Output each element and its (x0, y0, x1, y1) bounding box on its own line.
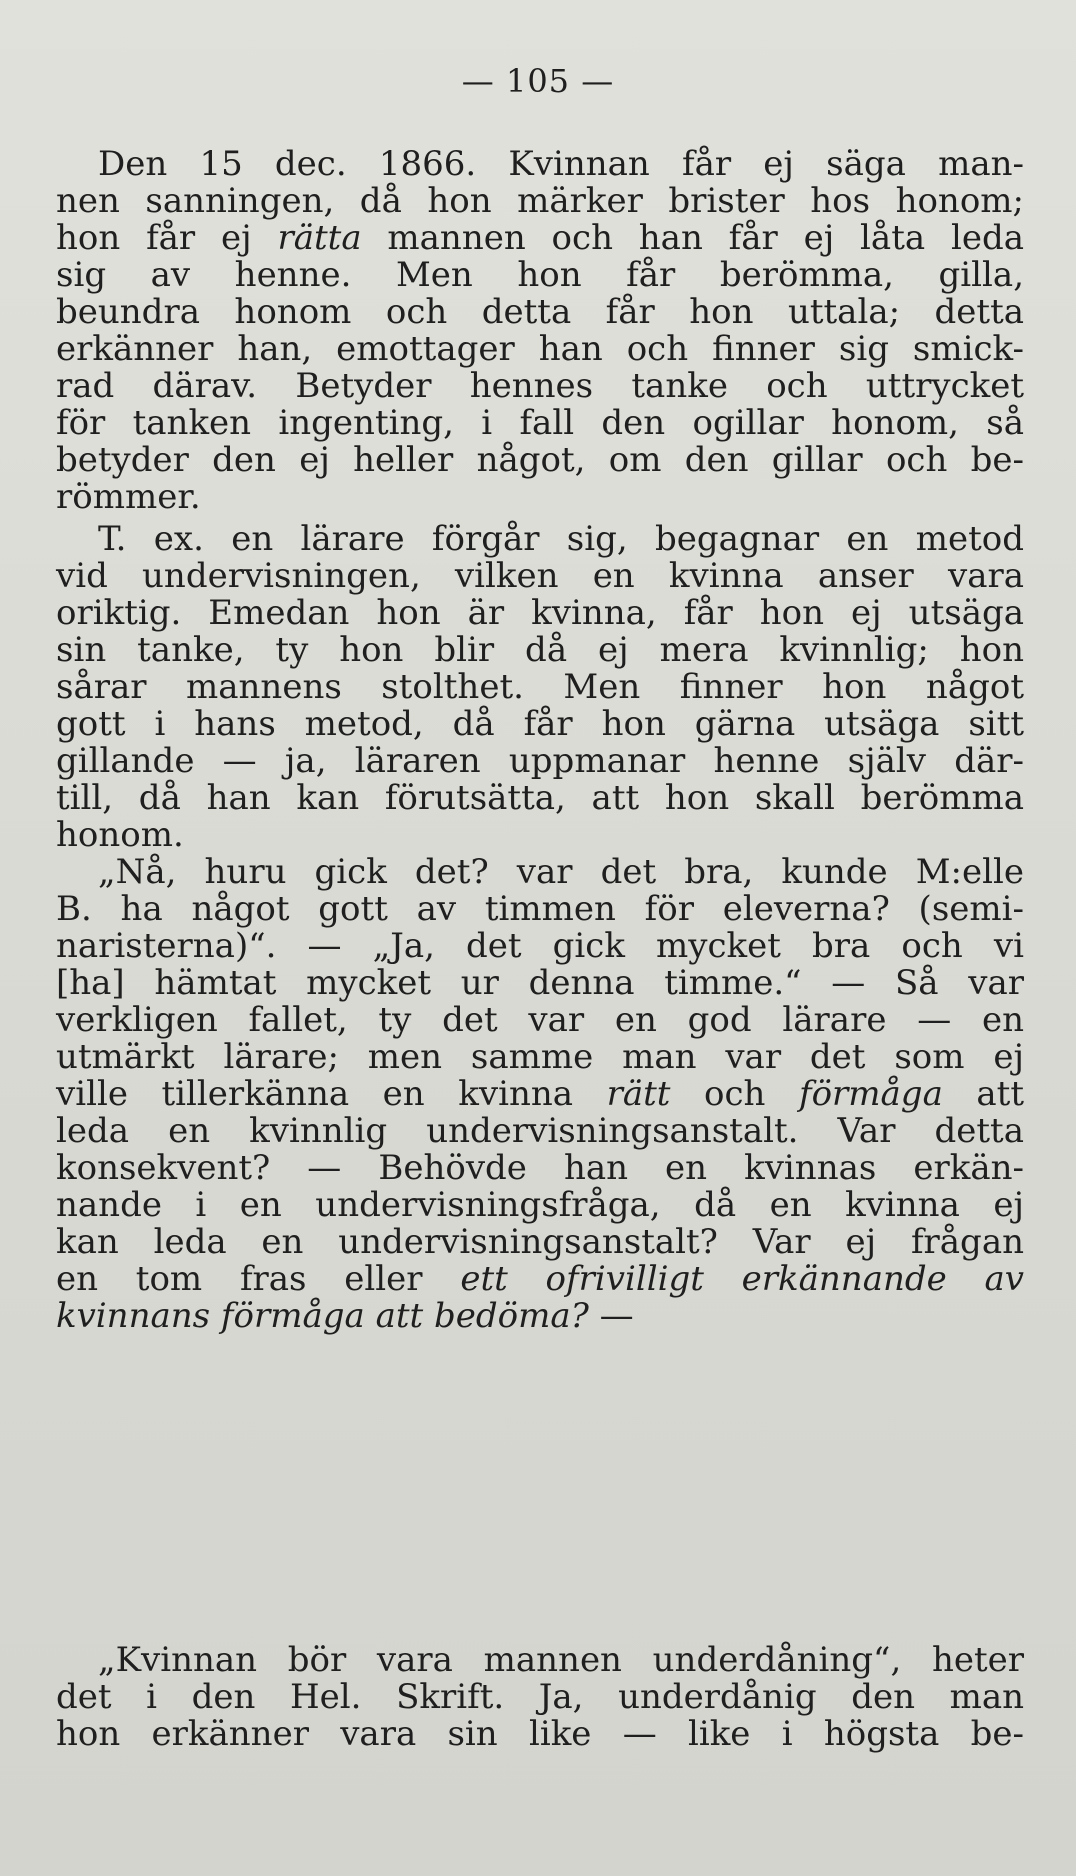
text-run: vid undervisningen, vilken en kvinna anser vara (56, 556, 1024, 596)
text-run: römmer. (56, 477, 201, 517)
text-run: oriktig. Emedan hon är kvinna, får hon ej utsäga (56, 593, 1024, 633)
text-run: nen sanningen, då hon märker brister hos honom; (56, 181, 1024, 221)
text-line (56, 1712, 1024, 1756)
text-run: sårar mannens stolthet. Men finner hon något (56, 667, 1024, 707)
page-number: — 105 — (461, 62, 615, 100)
text-run: till, då han kan förutsätta, att hon skall berömma (56, 778, 1024, 818)
text-run: sig av henne. Men hon får berömma, gilla, (56, 255, 1024, 295)
italic-text: rätta (277, 218, 362, 258)
text-run: — (588, 1296, 634, 1336)
text-run: honom. (56, 815, 184, 855)
text-run: B. ha något gott av timmen för eleverna? (semi- (56, 889, 1024, 929)
text-run: rad därav. Betyder hennes tanke och uttrycket (56, 366, 1024, 406)
text-run: hon får ej (56, 218, 278, 258)
text-run: och (670, 1074, 799, 1114)
text-line (56, 1294, 1024, 1338)
text-run: kan leda en undervisningsanstalt? Var ej frågan (56, 1222, 1024, 1262)
text-run: betyder den ej heller något, om den gillar och be- (56, 440, 1024, 480)
text-line (56, 475, 1024, 519)
text-run: konsekvent? — Behövde han en kvinnas erkän- (56, 1148, 1024, 1188)
text-run: Den 15 dec. 1866. Kvinnan får ej säga man- (98, 144, 1024, 184)
text-run: det i den Hel. Skrift. Ja, underdånig den man (56, 1677, 1024, 1717)
text-run: „Nå, huru gick det? var det bra, kunde M:elle (98, 852, 1024, 892)
text-run: hon erkänner vara sin like — like i högsta be- (56, 1714, 1024, 1754)
italic-text: förmåga (798, 1074, 943, 1114)
text-run: mannen och han får ej låta leda (361, 218, 1024, 258)
text-run: ville tillerkänna en kvinna (56, 1074, 607, 1114)
text-run: [ha] hämtat mycket ur denna timme.“ — Så var (56, 963, 1024, 1003)
text-run: verkligen fallet, ty det var en god lärare — en (56, 1000, 1024, 1040)
text-run: att (942, 1074, 1025, 1114)
text-run: leda en kvinnlig undervisningsanstalt. Var detta (56, 1111, 1024, 1151)
italic-text: rätt (606, 1074, 671, 1114)
text-run: T. ex. en lärare förgår sig, begagnar en metod (98, 519, 1024, 559)
italic-text: kvinnans förmåga att bedöma? (56, 1296, 589, 1336)
italic-text: ett ofrivilligt erkännande av (460, 1259, 1025, 1299)
text-run: beundra honom och detta får hon uttala; detta (56, 292, 1024, 332)
text-run: „Kvinnan bör vara mannen underdåning“, heter (98, 1640, 1024, 1680)
text-run: gillande — ja, läraren uppmanar henne själv där- (56, 741, 1024, 781)
text-run: för tanken ingenting, i fall den ogillar honom, så (56, 403, 1024, 443)
text-run: gott i hans metod, då får hon gärna utsäga sitt (56, 704, 1024, 744)
text-run: utmärkt lärare; men samme man var det som ej (56, 1037, 1024, 1077)
text-run: en tom fras eller (56, 1259, 461, 1299)
text-run: erkänner han, emottager han och finner sig smick- (56, 329, 1024, 369)
text-run: nande i en undervisningsfråga, då en kvinna ej (56, 1185, 1024, 1225)
text-run: sin tanke, ty hon blir då ej mera kvinnlig; hon (56, 630, 1024, 670)
text-run: naristerna)“. — „Ja, det gick mycket bra och vi (56, 926, 1024, 966)
